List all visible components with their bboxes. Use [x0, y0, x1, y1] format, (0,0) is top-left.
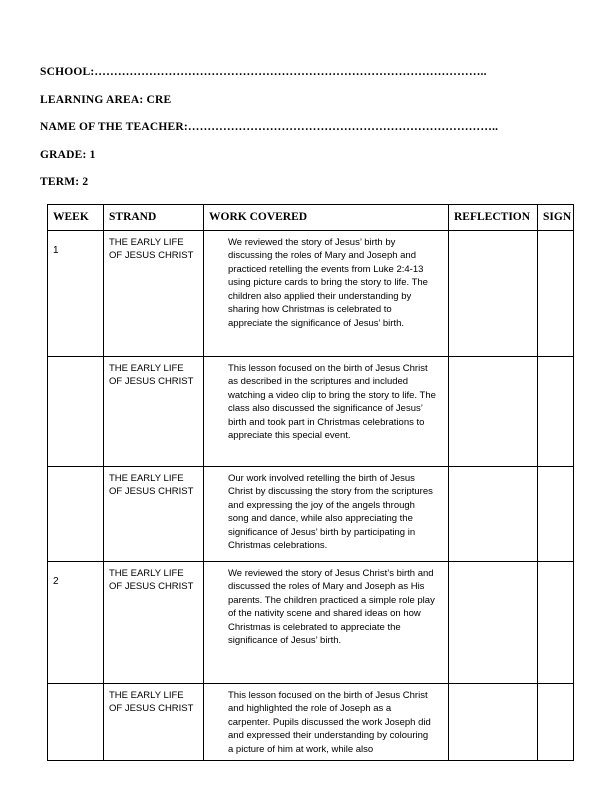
scheme-of-work-table — [47, 204, 574, 762]
reflection-cell — [449, 561, 538, 683]
grade-line: GRADE: 1 — [40, 148, 96, 161]
school-line: SCHOOL:……………………………………………………………………………………….. — [40, 66, 487, 78]
table-row — [48, 356, 574, 466]
reflection-cell — [449, 683, 538, 761]
learning-area-line: LEARNING AREA: CRE — [40, 93, 172, 106]
sign-cell — [538, 561, 574, 683]
col-header-sign: SIGN — [538, 204, 574, 230]
work-covered-cell: This lesson focused on the birth of Jesus Christ as described in the scriptures and included watching a video clip to bring the story to life. The class also discussed the significance of Jesus’ birth and took part in Christmas celebrations to appreciate this special event. — [204, 356, 449, 466]
table-header-row — [48, 204, 574, 230]
week-cell: 2 — [48, 561, 104, 683]
table-row — [48, 230, 574, 356]
col-header-week: WEEK — [48, 204, 104, 230]
term-line: TERM: 2 — [40, 176, 89, 188]
reflection-cell — [449, 356, 538, 466]
sign-cell — [538, 230, 574, 356]
week-cell — [48, 683, 104, 761]
work-covered-cell: We reviewed the story of Jesus Christ’s birth and discussed the roles of Mary and Joseph as His parents. The children practiced a simple role play of the nativity scene and shared ideas on how Christmas is celebrated to appreciate the significance of Jesus’ birth. — [204, 561, 449, 683]
work-covered-cell: Our work involved retelling the birth of Jesus Christ by discussing the story from the scriptures and expressing the joy of the angels through song and dance, while also appreciating the significance of Jesus’ birth by participating in Christmas celebrations. — [204, 466, 449, 561]
document-header — [40, 66, 574, 188]
work-covered-cell: We reviewed the story of Jesus’ birth by discussing the roles of Mary and Joseph and practiced retelling the events from Luke 2:4-13 using picture cards to bring the story to life. The children also applied their understanding by sharing how Christmas is celebrated to appreciate the significance of Jesus’ birth. — [204, 230, 449, 356]
reflection-cell — [449, 230, 538, 356]
sign-cell — [538, 466, 574, 561]
col-header-strand: STRAND — [104, 204, 204, 230]
strand-cell: THE EARLY LIFE OF JESUS CHRIST — [104, 561, 204, 683]
table-row — [48, 466, 574, 561]
work-covered-cell: This lesson focused on the birth of Jesus Christ and highlighted the role of Joseph as a carpenter. Pupils discussed the work Joseph did and expressed their understanding by colouring a picture of him at work, while also — [204, 683, 449, 761]
col-header-work: WORK COVERED — [204, 204, 449, 230]
table-row — [48, 561, 574, 683]
table-row — [48, 683, 574, 761]
strand-cell: THE EARLY LIFE OF JESUS CHRIST — [104, 230, 204, 356]
reflection-cell — [449, 466, 538, 561]
week-cell — [48, 466, 104, 561]
teacher-line: NAME OF THE TEACHER:…………………………………………………………………….. — [40, 121, 499, 133]
sign-cell — [538, 683, 574, 761]
sign-cell — [538, 356, 574, 466]
week-cell — [48, 356, 104, 466]
strand-cell: THE EARLY LIFE OF JESUS CHRIST — [104, 466, 204, 561]
col-header-reflection: REFLECTION — [449, 204, 538, 230]
strand-cell: THE EARLY LIFE OF JESUS CHRIST — [104, 356, 204, 466]
week-cell: 1 — [48, 230, 104, 356]
strand-cell: THE EARLY LIFE OF JESUS CHRIST — [104, 683, 204, 761]
